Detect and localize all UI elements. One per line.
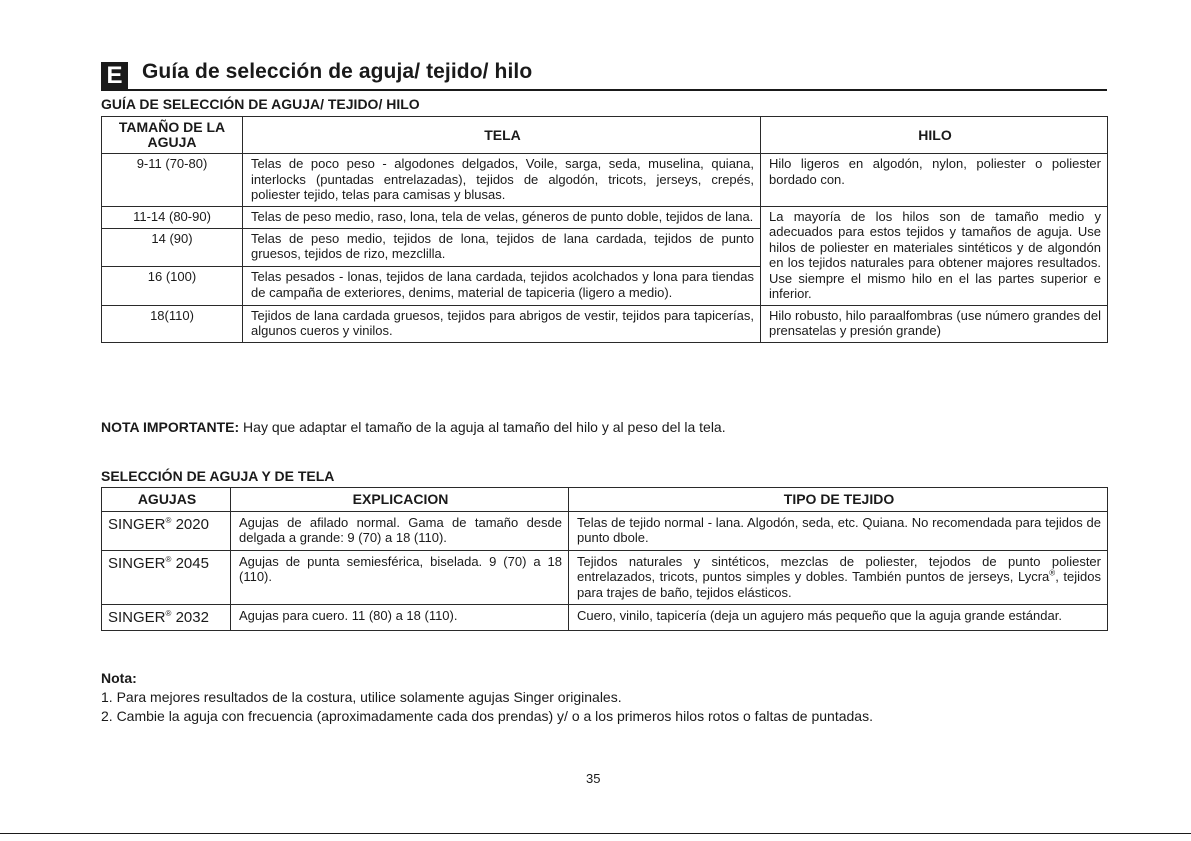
- page-number: 35: [586, 771, 601, 786]
- needle-brand: SINGER: [108, 515, 166, 533]
- needle-brand: SINGER: [108, 554, 166, 572]
- registered-mark: ®: [165, 515, 172, 525]
- fabric-cell: Telas de peso medio, tejidos de lona, tejidos de lana cardada, tejidos de punto gruesos, tejidos de rizo, mezclilla.: [243, 228, 761, 266]
- fabric-type-text: Tejidos naturales y sintéticos, mezclas de poliester, tejodos de punto poliester entrelazados, tricots, puntos simples y dobles. También puntos de jerseys, Lycra: [577, 553, 1101, 584]
- needle-size-cell: 16 (100): [102, 267, 243, 305]
- column-header-size: TAMAÑO DE LA AGUJA: [102, 117, 243, 154]
- page-title: Guía de selección de aguja/ tejido/ hilo: [142, 60, 533, 83]
- needle-size-cell: 11-14 (80-90): [102, 206, 243, 228]
- thread-cell: Hilo ligeros en algodón, nylon, poliester o poliester bordado con.: [761, 154, 1108, 207]
- table-row: [102, 206, 1108, 228]
- fabric-cell: Tejidos de lana cardada gruesos, tejidos para abrigos de vestir, tejidos para tapicerías, algunos cueros y vinilos.: [243, 305, 761, 342]
- needle-model: 2032: [171, 609, 209, 626]
- note-item: 2. Cambie la aguja con frecuencia (aproximadamente cada dos prendas) y/ o a los primeros hilos rotos o faltas de puntadas.: [101, 708, 873, 724]
- fabric-type-cell: [569, 550, 1108, 605]
- explanation-cell: Agujas para cuero. 11 (80) a 18 (110).: [231, 605, 569, 631]
- needle-model-cell: [102, 511, 231, 550]
- needle-size-cell: 18(110): [102, 305, 243, 342]
- registered-mark: ®: [165, 609, 172, 618]
- selection-heading: SELECCIÓN DE AGUJA Y DE TELA: [101, 468, 335, 484]
- fabric-cell: Telas de peso medio, raso, lona, tela de velas, géneros de punto doble, tejidos de lana.: [243, 206, 761, 228]
- important-note-text: Hay que adaptar el tamaño de la aguja al tamaño del hilo y al peso del la tela.: [239, 419, 726, 435]
- table-row: [102, 154, 1108, 207]
- explanation-cell: Agujas de punta semiesférica, biselada. 9 (70) a 18 (110).: [231, 550, 569, 605]
- registered-mark: ®: [1049, 568, 1056, 578]
- page-header: [101, 60, 1107, 90]
- needle-brand: SINGER: [108, 609, 166, 626]
- needle-selection-table: [101, 487, 1108, 631]
- title-divider: [101, 89, 1107, 91]
- needle-model: 2045: [171, 554, 209, 572]
- guide-heading: GUÍA DE SELECCIÓN DE AGUJA/ TEJIDO/ HILO: [101, 96, 420, 112]
- needle-model: 2020: [171, 515, 209, 533]
- table-row: [102, 511, 1108, 550]
- column-header-explanation: EXPLICACION: [231, 488, 569, 512]
- fabric-type-text: , tejidos para trajes de baño, tejidos elásticos.: [577, 569, 1101, 600]
- shared-thread-cell: La mayoría de los hilos son de tamaño medio y adecuados para estos tejidos y tamaños de aguja. Use hilos de poliester en materiales sintéticos y de algondón en los tejidos naturales para obtener majores resultados. Use siempre el mismo hilo en el las partes superior e inferior.: [761, 206, 1108, 305]
- fabric-type-cell: Telas de tejido normal - lana. Algodón, seda, etc. Quiana. No recomendada para tejidos de punto dbole.: [569, 511, 1108, 550]
- explanation-cell: Agujas de afilado normal. Gama de tamaño desde delgada a grande: 9 (70) a 18 (110).: [231, 511, 569, 550]
- needle-size-cell: 9-11 (70-80): [102, 154, 243, 207]
- column-header-fabric-type: TIPO DE TEJIDO: [569, 488, 1108, 512]
- needle-model-cell: [102, 550, 231, 605]
- table-header-row: [102, 488, 1108, 512]
- bottom-divider: [0, 833, 1191, 834]
- column-header-fabric: TELA: [243, 117, 761, 154]
- needle-model-cell: [102, 605, 231, 631]
- fabric-cell: Telas pesados - lonas, tejidos de lana cardada, tejidos acolchados y lona para tiendas de campaña de exteriores, denims, material de tapiceria (ligero a medio).: [243, 267, 761, 305]
- needle-size-cell: 14 (90): [102, 228, 243, 266]
- registered-mark: ®: [165, 554, 172, 564]
- important-note-label: NOTA IMPORTANTE:: [101, 419, 240, 435]
- section-badge: E: [101, 62, 128, 89]
- notes-heading: Nota:: [101, 670, 137, 686]
- fabric-cell: Telas de poco peso - algodones delgados, Voile, sarga, seda, muselina, quiana, interlocks (puntadas entrelazadas), tejidos de algodón, tricots, jerseys, crepés, poliester tejido, telas para camisas y blusas.: [243, 154, 761, 207]
- note-item: 1. Para mejores resultados de la costura, utilice solamente agujas Singer originales.: [101, 689, 622, 705]
- table-header-row: [102, 117, 1108, 154]
- column-header-thread: HILO: [761, 117, 1108, 154]
- needle-fabric-thread-table: [101, 116, 1108, 343]
- table-row: [102, 305, 1108, 342]
- fabric-type-cell: Cuero, vinilo, tapicería (deja un agujero más pequeño que la aguja grande estándar.: [569, 605, 1108, 631]
- thread-cell: Hilo robusto, hilo paraalfombras (use número grandes del prensatelas y presión grande): [761, 305, 1108, 342]
- column-header-needles: AGUJAS: [102, 488, 231, 512]
- table-row: [102, 550, 1108, 605]
- important-note: [101, 419, 726, 435]
- table-row: [102, 605, 1108, 631]
- notes-section: [101, 669, 873, 726]
